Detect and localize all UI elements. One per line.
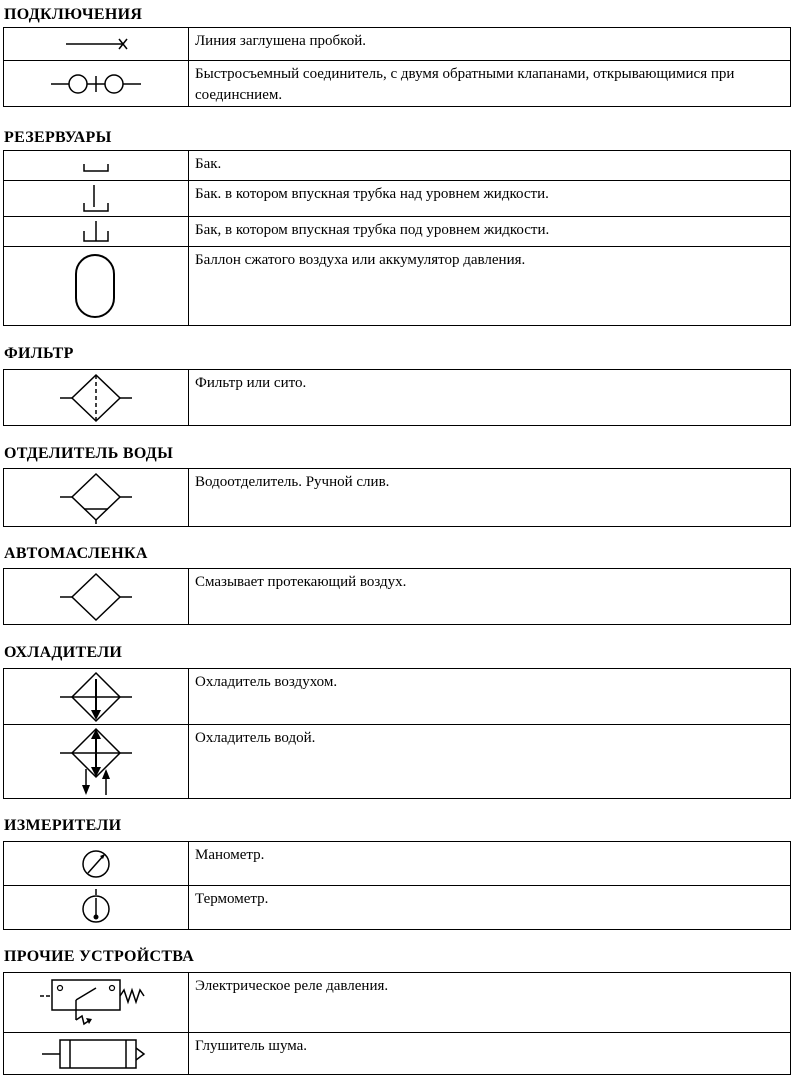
filter-table — [3, 369, 791, 426]
section-title-reservoirs: РЕЗЕРВУАРЫ — [4, 129, 112, 146]
meters-table — [3, 841, 791, 930]
plugged-line-icon — [61, 34, 131, 54]
icon-cell — [4, 1033, 189, 1075]
tank-icon — [76, 156, 116, 176]
table-row — [4, 669, 791, 725]
lubricator-table — [3, 568, 791, 625]
row-text: Электрическое реле давления. — [189, 973, 791, 1033]
tank-inlet-below-icon — [76, 219, 116, 245]
icon-cell — [4, 151, 189, 181]
table-row — [4, 151, 791, 181]
pressure-switch-icon — [36, 974, 156, 1032]
water-separator-table — [3, 468, 791, 527]
icon-cell — [4, 669, 189, 725]
row-text: Смазывает протекающий воздух. — [189, 569, 791, 625]
thermometer-icon — [76, 889, 116, 927]
table-row — [4, 247, 791, 326]
section-title-meters: ИЗМЕРИТЕЛИ — [4, 817, 122, 834]
icon-cell — [4, 842, 189, 886]
other-devices-table — [3, 972, 791, 1075]
connections-table — [3, 27, 791, 107]
table-row — [4, 886, 791, 930]
row-text: Глушитель шума. — [189, 1033, 791, 1075]
section-title-filter: ФИЛЬТР — [4, 345, 74, 362]
table-row — [4, 469, 791, 527]
air-cooler-icon — [56, 670, 136, 724]
pressure-gauge-icon — [76, 846, 116, 882]
table-row — [4, 370, 791, 426]
table-row — [4, 1033, 791, 1075]
icon-cell — [4, 469, 189, 527]
water-separator-icon — [56, 472, 136, 524]
icon-cell — [4, 725, 189, 799]
row-text: Термометр. — [189, 886, 791, 930]
icon-cell — [4, 181, 189, 217]
icon-cell — [4, 28, 189, 61]
row-text: Бак, в котором впускная трубка под уровнем жидкости. — [189, 217, 791, 247]
table-row — [4, 725, 791, 799]
row-text: Манометр. — [189, 842, 791, 886]
icon-cell — [4, 569, 189, 625]
silencer-icon — [36, 1036, 156, 1072]
icon-cell — [4, 370, 189, 426]
table-row — [4, 973, 791, 1033]
section-title-connections: ПОДКЛЮЧЕНИЯ — [4, 6, 143, 23]
filter-icon — [56, 373, 136, 423]
row-text: Охладитель водой. — [189, 725, 791, 799]
water-cooler-icon — [56, 727, 136, 797]
icon-cell — [4, 973, 189, 1033]
table-row — [4, 181, 791, 217]
table-row — [4, 842, 791, 886]
lubricator-icon — [56, 572, 136, 622]
icon-cell — [4, 217, 189, 247]
reservoirs-table — [3, 150, 791, 326]
table-row — [4, 569, 791, 625]
row-text: Баллон сжатого воздуха или аккумулятор давления. — [189, 247, 791, 326]
table-row — [4, 217, 791, 247]
table-row — [4, 28, 791, 61]
row-text: Водоотделитель. Ручной слив. — [189, 469, 791, 527]
row-text: Линия заглушена пробкой. — [189, 28, 791, 61]
section-title-other-devices: ПРОЧИЕ УСТРОЙСТВА — [4, 948, 195, 965]
coolers-table — [3, 668, 791, 799]
tank-inlet-above-icon — [76, 183, 116, 215]
row-text: Фильтр или сито. — [189, 370, 791, 426]
air-receiver-icon — [71, 251, 121, 321]
section-title-lubricator: АВТОМАСЛЕНКА — [4, 545, 148, 562]
icon-cell — [4, 886, 189, 930]
icon-cell — [4, 61, 189, 107]
icon-cell — [4, 247, 189, 326]
quick-coupling-icon — [46, 69, 146, 99]
row-text: Бак. в котором впускная трубка над уровнем жидкости. — [189, 181, 791, 217]
row-text: Бак. — [189, 151, 791, 181]
section-title-water-separator: ОТДЕЛИТЕЛЬ ВОДЫ — [4, 445, 174, 462]
row-text: Охладитель воздухом. — [189, 669, 791, 725]
row-text: Быстросъемный соединитель, с двумя обратными клапанами, открывающимися при соединснием. — [189, 61, 791, 107]
table-row — [4, 61, 791, 107]
section-title-coolers: ОХЛАДИТЕЛИ — [4, 644, 123, 661]
